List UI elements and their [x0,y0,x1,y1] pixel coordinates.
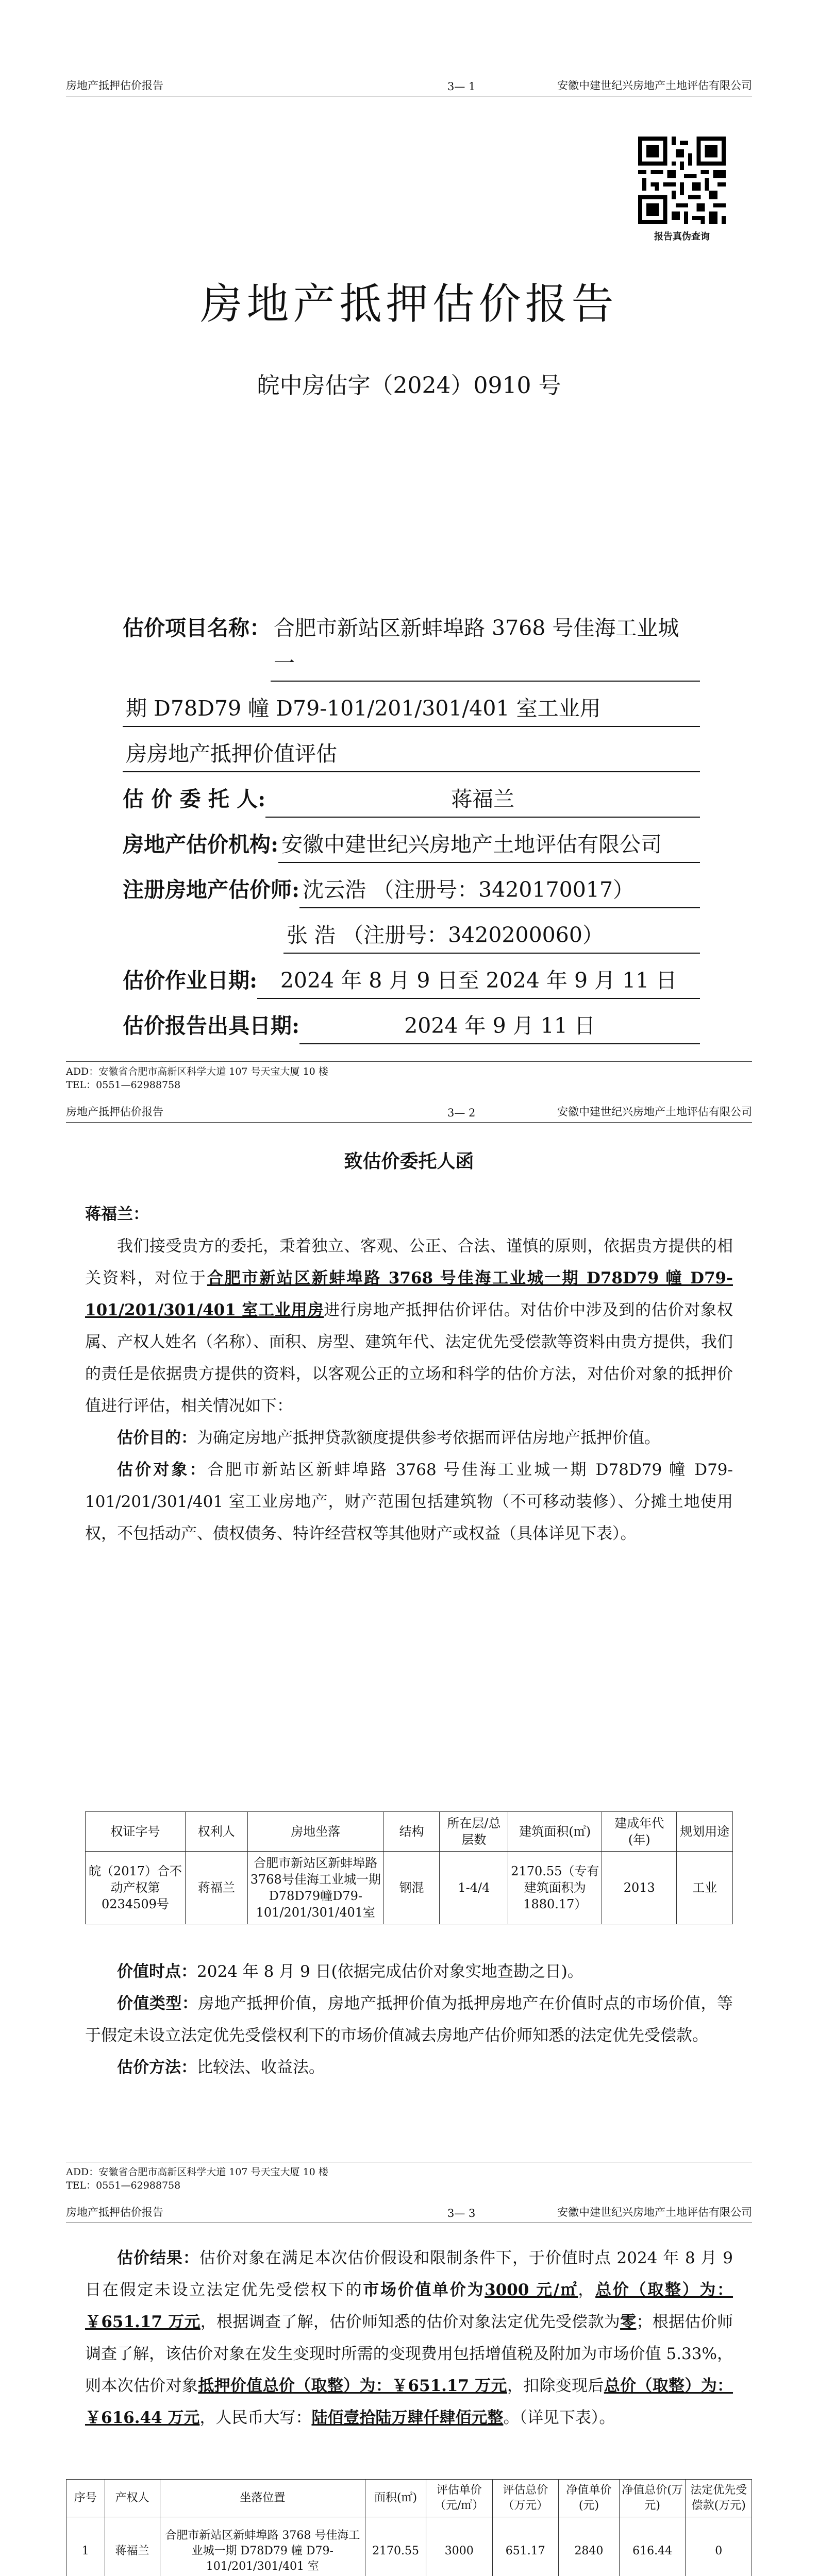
purpose-text: 为确定房地产抵押贷款额度提供参考依据而评估房地产抵押价值。 [197,1429,660,1447]
client-label: 估 价 委 托 人: [123,787,266,811]
header-right: 安徽中建世纪兴房地产土地评估有限公司 [557,1106,752,1118]
project-line-1: 合肥市新站区新蚌埠路 3768 号佳海工业城一 [271,611,700,682]
result-label: 估价结果： [117,2249,199,2267]
header-left: 房地产抵押估价报告 [66,1106,163,1118]
cell-usage: 工业 [677,1852,733,1924]
intro-a: 我们接受贵方的委托，秉着独立、客观、公正、合法、谨慎的原则，依据贵方提供的相关资料，对位于 [85,1237,733,1287]
project-label: 估价项目名称： [123,616,271,640]
page-header [66,77,752,96]
report-number: 皖中房估字（2024）0910 号 [257,372,561,399]
type-paragraph [85,1988,733,2052]
cell-floor: 1-4/4 [440,1852,508,1924]
header-page-number: 3— 3 [447,2207,476,2219]
th-total: 评估总价（万元） [492,2480,559,2517]
th-location: 坐落位置 [160,2480,365,2517]
cont-g: ，人民币大写： [199,2409,312,2427]
method-text: 比较法、收益法。 [197,2058,325,2077]
unit-price: 3000 元/㎡ [485,2281,578,2299]
intro-paragraph [85,1230,733,1422]
page-header [66,1104,752,1123]
issue-date-value: 2024 年 9 月 11 日 [299,1008,700,1044]
client-value: 蒋福兰 [265,782,700,818]
object-paragraph [85,1454,733,1550]
net-total: 总价（取整）为：￥616.44 万元 [85,2377,733,2427]
result-d: ， [578,2281,596,2299]
cell-net-unit: 2840 [559,2517,620,2576]
footer-tel: TEL：0551—62988758 [66,2180,181,2191]
result-b: 市场价值单价为 [363,2281,485,2299]
org-row [123,827,700,863]
cover-info [123,611,700,1054]
date-text: 2024 年 8 月 9 日(依据完成估价对象实地查勘之日)。 [197,1962,583,1981]
cell-priority: 0 [686,2517,752,2576]
th-area: 面积(㎡) [365,2480,426,2517]
footer-tel: TEL：0551—62988758 [66,1079,181,1091]
org-value: 安徽中建世纪兴房地产土地评估有限公司 [278,827,700,863]
cell-owner: 蒋福兰 [105,2517,160,2576]
footer-address: ADD：安徽省合肥市高新区科学大道 107 号天宝大厦 10 楼 [66,2166,328,2178]
footer-address: ADD：安徽省合肥市高新区科学大道 107 号天宝大厦 10 楼 [66,1066,328,1077]
purpose-label: 估价目的： [117,1429,197,1447]
header-page-number: 3— 2 [447,1107,476,1119]
header-right: 安徽中建世纪兴房地产土地评估有限公司 [557,2206,752,2218]
th-index: 序号 [66,2480,105,2517]
header-left: 房地产抵押估价报告 [66,2206,163,2218]
cell-location: 合肥市新站区新蚌埠路3768号佳海工业城一期D78D79幢D79-101/201/301/401室 [247,1852,383,1924]
result-page [0,2201,818,2576]
market-total: 总价（取整）为：￥651.17 万元 [85,2281,733,2331]
th-floor: 所在层/总层数 [440,1812,508,1852]
letter-title: 致估价委托人函 [344,1150,474,1172]
cont-e: ，扣除变现后 [507,2377,604,2395]
appraiser-row [123,872,700,908]
cell-cert: 皖（2017）合不动产权第0234509号 [86,1852,186,1924]
cell-area: 2170.55 [365,2517,426,2576]
table-row [86,1852,733,1924]
table-row [66,2517,752,2576]
cell-index: 1 [66,2517,105,2576]
property-table [85,1811,733,1924]
appraiser-2: 张 浩 （注册号：3420200060） [283,918,700,954]
issue-date-label: 估价报告出具日期: [123,1013,300,1038]
client-row [123,782,700,818]
cell-area: 2170.55（专有建筑面积为1880.17） [508,1852,602,1924]
letter-body-2 [85,1956,733,2083]
th-usage: 规划用途 [677,1812,733,1852]
th-net-unit: 净值单价(元) [559,2480,620,2517]
page-footer [66,1061,752,1092]
th-structure: 结构 [383,1812,440,1852]
type-label: 价值类型： [117,1994,198,2013]
type-text: 房地产抵押价值，房地产抵押价值为抵押房地产在价值时点的市场价值，等于假定未设立法定优先受偿权利下的市场价值减去房地产估价师知悉的法定优先受偿款。 [85,1994,733,2045]
cell-net-total: 616.44 [619,2517,686,2576]
project-line-3: 房房地产抵押价值评估 [123,736,700,772]
result-f: ，根据调查了解，估价师知悉的估价对象法定优先受偿 [200,2313,588,2331]
method-paragraph [85,2052,733,2083]
salutation: 蒋福兰： [85,1205,149,1224]
cell-location: 合肥市新站区新蚌埠路 3768 号佳海工业城一期 D78D79 幢 D79-101/201/301/401 室 [160,2517,365,2576]
th-owner: 权利人 [185,1812,247,1852]
intro-c: 进行房地产抵押估价评估。对估价中涉及到的估价对象权属、产权人姓名（名称）、面积、房型、建筑年代、法定优先受偿款等资料由贵方提供，我们的责任是依据贵方提供的资料，以客观公正的立场和科学的估价方法，对估价对象的抵押价值进行评估，相关情况如下： [85,1301,733,1415]
org-label: 房地产估价机构: [123,832,279,857]
qr-label: 报告真伪查询 [654,231,710,242]
header-page-number: 3— 1 [447,80,476,93]
qr-code-icon[interactable] [638,137,726,224]
page-header [66,2204,752,2223]
cont-i: 。（详见下表）。 [503,2409,615,2427]
table-header-row [86,1812,733,1852]
cell-total: 651.17 [492,2517,559,2576]
header-right: 安徽中建世纪兴房地产土地评估有限公司 [557,79,752,92]
cont-a: 款为 [588,2313,621,2331]
project-row [123,611,700,682]
cell-owner: 蒋福兰 [185,1852,247,1924]
method-label: 估价方法： [117,2058,197,2077]
th-net-total: 净值总价(万元) [619,2480,686,2517]
project-line-2: 期 D78D79 幢 D79-101/201/301/401 室工业用 [123,691,700,727]
valuation-table [66,2479,752,2576]
page-footer [66,2162,752,2192]
object-text: 合肥市新站区新蚌埠路 3768 号佳海工业城一期 D78D79 幢 D79-101/201/301/401 室工业房地产，财产范围包括建筑物（不可移动装修）、分摊土地使用权，不包括动产、债权债务、特许经营权等其他财产或权益（具体详见下表）。 [85,1461,733,1543]
table-header-row [66,2480,752,2517]
appraiser-row-2 [283,918,700,954]
result-body [85,2242,733,2434]
th-year: 建成年代(年) [602,1812,677,1852]
letter-page [0,1100,818,2201]
work-date-value: 2024 年 8 月 9 日至 2024 年 9 月 11 日 [257,963,700,999]
letter-body [85,1198,733,1550]
qr-block [638,137,726,243]
object-label: 估价对象： [117,1461,208,1479]
appraiser-1: 沈云浩 （注册号：3420170017） [299,872,700,908]
report-title: 房地产抵押估价报告 [200,280,618,329]
cover-page [0,0,818,1100]
intro-subject: 合肥市新站区新蚌埠路 3768 号佳海工业城一期 D78D79 幢 D79-101/201/301/401 室工业用房 [85,1269,733,1319]
project-row-2 [123,691,700,727]
th-priority: 法定优先受偿款(万元) [686,2480,752,2517]
project-row-3 [123,736,700,772]
purpose-paragraph [85,1422,733,1454]
issue-date-row [123,1008,700,1044]
work-date-label: 估价作业日期: [123,968,258,993]
result-a: 估价对象在满足本次估价假设和限制条件下，于价值时点 2024 年 8 月 9 日在假定未设立法定优先受偿权下的 [85,2249,733,2299]
th-unit-price: 评估单价（元/㎡） [426,2480,492,2517]
date-paragraph [85,1956,733,1988]
cell-structure: 钢混 [383,1852,440,1924]
th-area: 建筑面积(㎡) [508,1812,602,1852]
result-paragraph [85,2242,733,2434]
appraiser-label: 注册房地产估价师: [123,877,300,902]
th-cert: 权证字号 [86,1812,186,1852]
header-left: 房地产抵押估价报告 [66,79,163,92]
th-location: 房地坐落 [247,1812,383,1852]
mortgage-total: 抵押价值总价（取整）为：￥651.17 万元 [198,2377,507,2395]
work-date-row [123,963,700,999]
priority-amount: 零 [620,2313,637,2331]
cell-unit-price: 3000 [426,2517,492,2576]
cont-c: ；根据估价师调查了解，该估价对象在发生变现时所需的变现费用包括增值税及附加为市场价值 5.33%，则本次估价对象 [85,2313,733,2395]
cell-year: 2013 [602,1852,677,1924]
th-owner: 产权人 [105,2480,160,2517]
amount-in-words: 陆佰壹拾陆万肆仟肆佰元整 [311,2409,504,2427]
date-label: 价值时点： [117,1962,197,1981]
